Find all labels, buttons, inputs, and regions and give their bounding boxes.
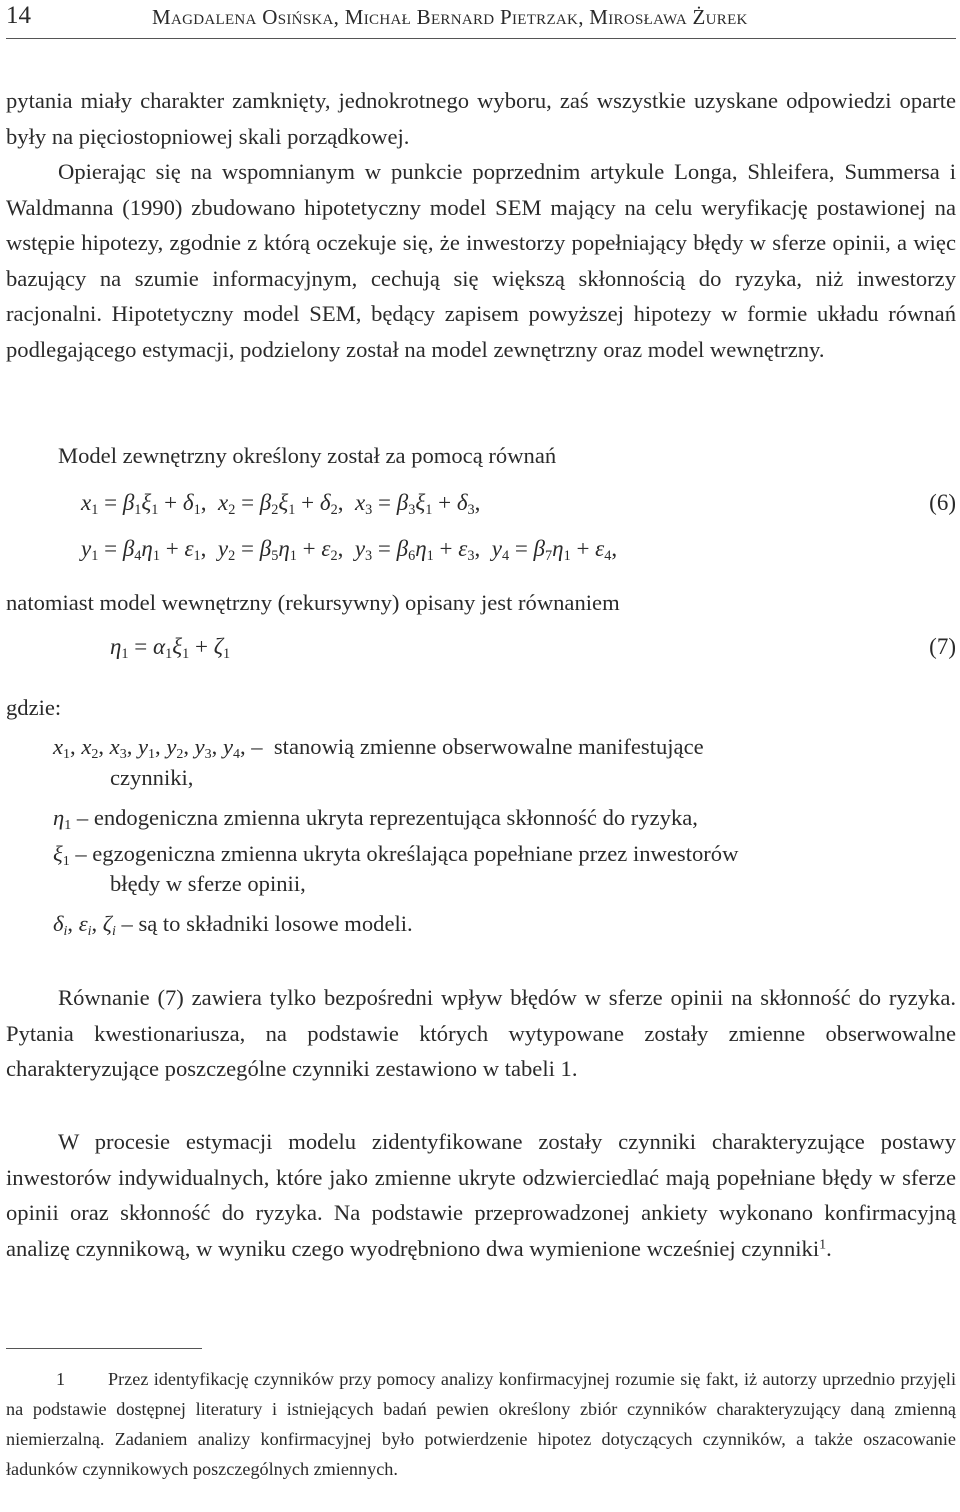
equation-6-number: (6) bbox=[929, 490, 956, 515]
definition-continuation: czynniki, bbox=[110, 765, 194, 790]
definition-eta: $\eta_1$ – endogeniczna zmienna ukryta reprezentująca skłonność do ryzyka, bbox=[53, 805, 698, 833]
definition-observed-variables: $x_1$, $x_2$, $x_3$, $y_1$, $y_2$, $y_3$, $y_4$, – stanowią zmienne obserwowalne manifestujące bbox=[53, 734, 704, 762]
definition-text: są to składniki losowe modeli. bbox=[138, 911, 413, 936]
definition-text: endogeniczna zmienna ukryta reprezentująca skłonność do ryzyka, bbox=[93, 805, 698, 830]
paragraph-4: natomiast model wewnętrzny (rekursywny) opisany jest równaniem bbox=[6, 590, 620, 615]
running-head bbox=[6, 2, 956, 36]
where-label: gdzie: bbox=[6, 695, 62, 720]
paragraph-5: Równanie (7) zawiera tylko bezpośredni wpływ błędów w sferze opinii na skłonność do ryzyka. Pytania kwestionariusza, na podstawie których wytypowane zostały zmienne obserwowalne charakteryzujące poszczególne czynniki zestawiono w tabeli 1. bbox=[6, 985, 956, 1081]
paragraph-2: Opierając się na wspomnianym w punkcie poprzednim artykule Longa, Shleifera, Summersa i Waldmanna (1990) zbudowano hipotetyczny model SEM mający na celu weryfikację postawionej na wstępie hipotezy, zgodnie z którą oczekuje się, że inwestorzy popełniający błędy w sferze opinii, a więc bazujący na szumie informacyjnym, cechują się większą skłonnością do ryzyka, niż inwestorzy racjonalni. Hipotetyczny model SEM, będący zapisem powyższej hipotezy w formie układu równań podlegającego estymacji, podzielony został na model zewnętrzny oraz model wewnętrzny. bbox=[6, 159, 956, 362]
equation-6-line-1: $x_1 = \beta_1\xi_1 + \delta_1$, $x_2 = \beta_2\xi_1 + \delta_2$, $x_3 = \beta_3\xi_1 + \delta_3$, bbox=[81, 490, 481, 518]
page bbox=[6, 0, 956, 1512]
definition-errors: $\delta_i$, $\varepsilon_i$, $\zeta_i$ – są to składniki losowe modeli. bbox=[53, 911, 413, 939]
footnote-reference: 1 bbox=[819, 1236, 827, 1252]
equation-6-line-2: $y_1 = \beta_4\eta_1 + \varepsilon_1$, $y_2 = \beta_5\eta_1 + \varepsilon_2$, $y_3 = \beta_6\eta_1 + \varepsilon_3$, $y_4 = \beta_7\eta_1 + \varepsilon_4$, bbox=[81, 536, 618, 564]
definition-text: egzogeniczna zmienna ukryta określająca popełniane przez inwestorów bbox=[92, 841, 739, 866]
page-number: 14 bbox=[6, 2, 31, 29]
footnote bbox=[6, 1364, 956, 1484]
paragraph-1: pytania miały charakter zamknięty, jednokrotnego wyboru, zaś wszystkie uzyskane odpowiedzi oparte były na pięciostopniowej skali porządkowej. bbox=[6, 88, 956, 149]
definition-text: stanowią zmienne obserwowalne manifestujące bbox=[273, 734, 704, 759]
equation-7: $\eta_1 = \alpha_1\xi_1 + \zeta_1$ bbox=[110, 634, 231, 662]
running-head-authors: Magdalena Osińska, Michał Bernard Pietrzak, Mirosława Żurek bbox=[152, 5, 748, 29]
definition-continuation: błędy w sferze opinii, bbox=[110, 871, 306, 896]
paragraph-6-end: . bbox=[826, 1235, 832, 1261]
header-rule bbox=[6, 38, 956, 39]
paragraph-6 bbox=[6, 1124, 956, 1266]
footnote-text: Przez identyfikację czynników przy pomocy analizy konfirmacyjnej rozumie się fakt, iż autorzy uprzednio przyjęli na podstawie dostępnej literatury i istniejących badań pewien określony zbiór czynników charakteryzujący daną zmienną niemierzalną. Zadaniem analizy konfirmacyjnej było potwierdzenie hipotez dotyczących czynników, a także oszacowanie ładunków czynnikowych poszczególnych zmiennych. bbox=[6, 1369, 956, 1479]
equation-7-number: (7) bbox=[929, 634, 956, 659]
footnote-rule bbox=[6, 1348, 202, 1349]
definition-xi: $\xi_1$ – egzogeniczna zmienna ukryta określająca popełniane przez inwestorów bbox=[53, 841, 739, 869]
paragraph-6-text: W procesie estymacji modelu zidentyfikowane zostały czynniki charakteryzujące postawy inwestorów indywidualnych, które jako zmienne ukryte odzwierciedlać mają popełniane błędy w sferze opinii oraz skłonność do ryzyka. Na podstawie przeprowadzonej ankiety wykonano konfirmacyjną analizę czynnikową, w wyniku czego wyodrębniono dwa wymienione wcześniej czynniki bbox=[6, 1129, 956, 1261]
footnote-mark: 1 bbox=[56, 1369, 66, 1389]
paragraph-3: Model zewnętrzny określony został za pomocą równań bbox=[58, 443, 557, 468]
